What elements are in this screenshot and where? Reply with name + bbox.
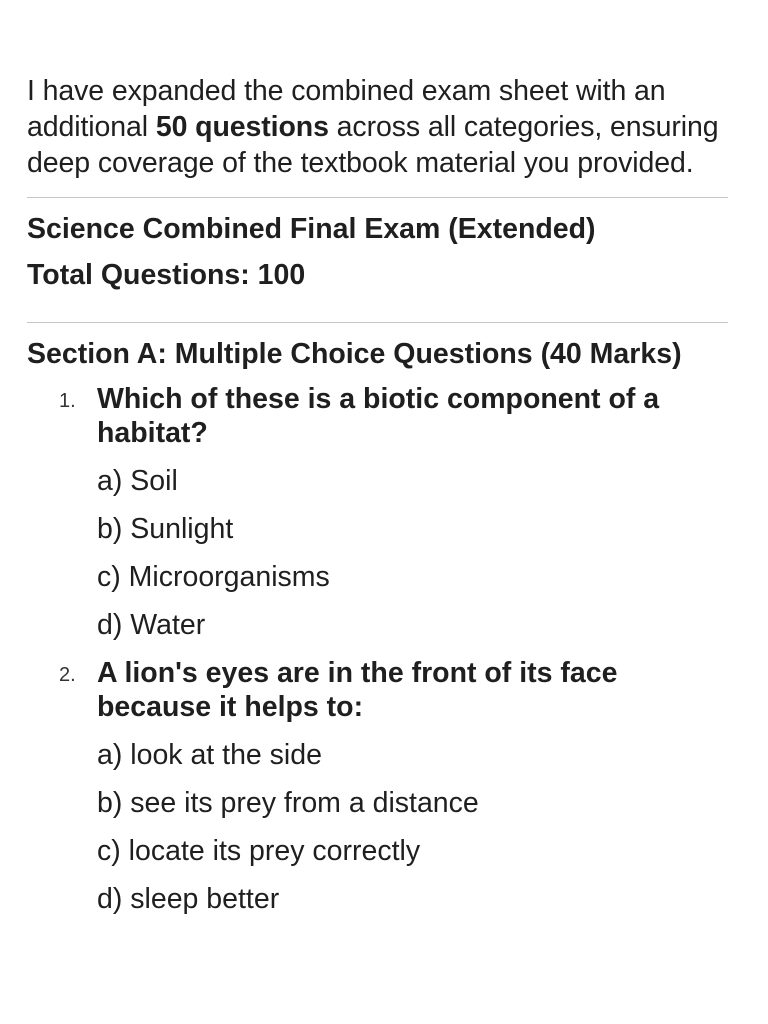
answer-option: a) Soil <box>97 465 178 497</box>
divider <box>27 197 728 198</box>
divider <box>27 322 728 323</box>
answer-option: d) sleep better <box>97 883 280 915</box>
question-number: 2. <box>59 664 76 686</box>
section-title: Section A: Multiple Choice Questions (40 Marks) <box>27 338 682 370</box>
answer-option: c) Microorganisms <box>97 561 330 593</box>
intro-paragraph <box>27 73 728 181</box>
question-item <box>27 382 728 643</box>
question-number: 1. <box>59 390 76 412</box>
answer-option: b) see its prey from a distance <box>97 787 479 819</box>
question-text: Which of these is a biotic component of a habitat? <box>97 383 660 449</box>
answer-option: c) locate its prey correctly <box>97 835 421 867</box>
exam-total-questions: Total Questions: 100 <box>27 259 306 291</box>
question-text: A lion's eyes are in the front of its face because it helps to: <box>97 657 618 723</box>
answer-option: d) Water <box>97 609 206 641</box>
answer-option: b) Sunlight <box>97 513 234 545</box>
intro-text-end: across all categories, ensuring deep coverage of the textbook material you provided. <box>27 111 719 179</box>
intro-emphasis: 50 questions <box>155 111 329 143</box>
intro-text-start: I have expanded the combined exam sheet with an additional <box>27 75 666 143</box>
exam-title: Science Combined Final Exam (Extended) <box>27 213 596 245</box>
question-item <box>27 656 728 917</box>
answer-option: a) look at the side <box>97 739 322 771</box>
option-list <box>97 737 728 917</box>
question-list <box>27 382 728 917</box>
option-list <box>97 463 728 643</box>
